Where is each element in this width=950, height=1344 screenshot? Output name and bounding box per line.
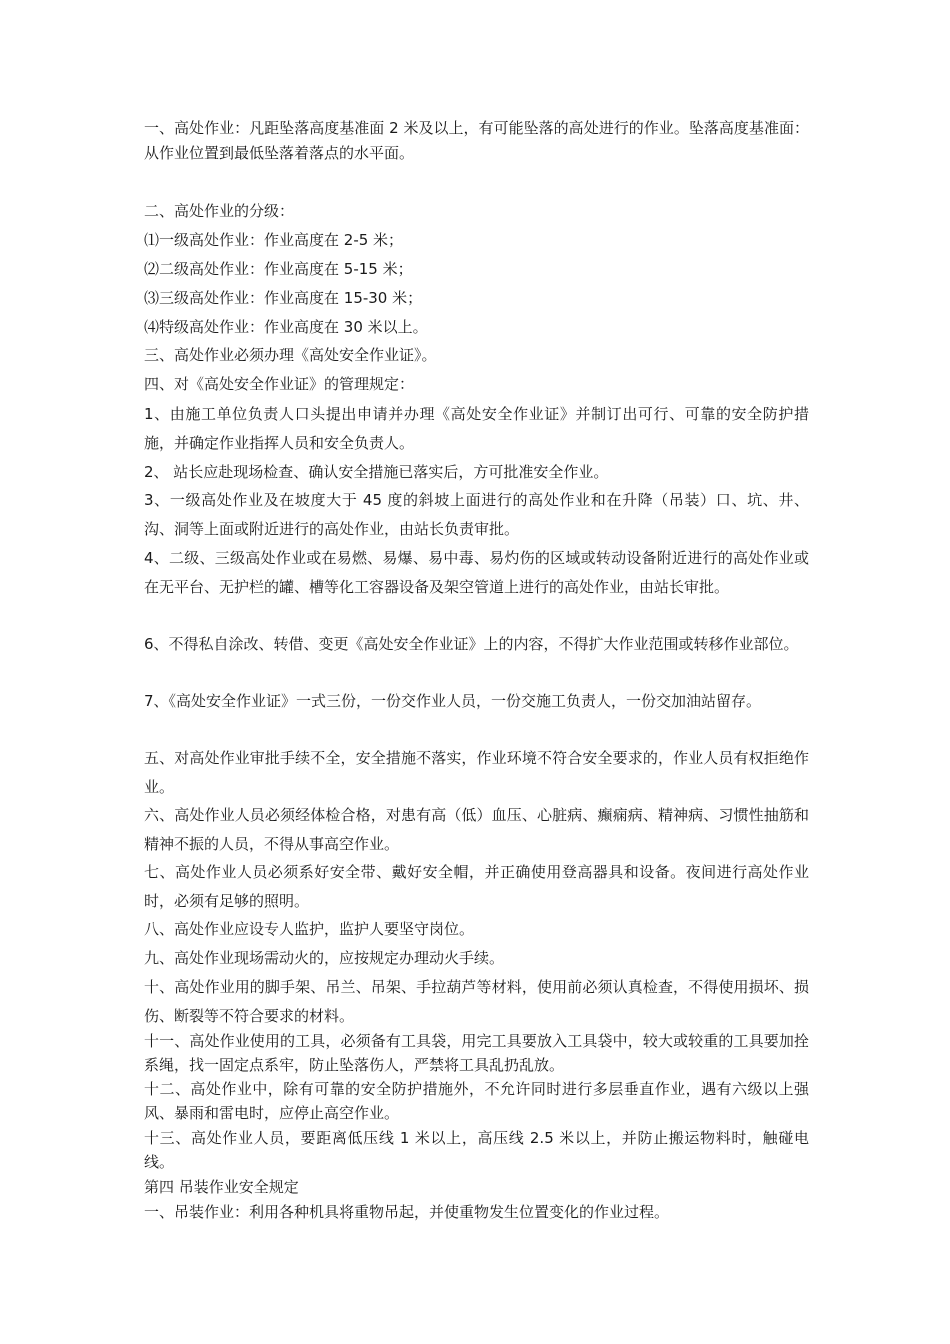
paragraph-supervision: 八、高处作业应设专人监护，监护人要坚守岗位。 [144, 920, 475, 938]
paragraph-permit-rules-heading: 四、对《高处安全作业证》的管理规定： [144, 375, 415, 393]
paragraph-health-check: 六、高处作业人员必须经体检合格，对患有高（低）血压、心脏病、癫痫病、精神病、习惯性抽筋和精神不振的人员，不得从事高空作业。 [144, 806, 809, 853]
paragraph-tool-bag: 十一、高处作业使用的工具，必须备有工具袋，用完工具要放入工具袋中，较大或较重的工具要加拴系绳，找一固定点系牢，防止坠落伤人，严禁将工具乱扔乱放。 [144, 1032, 809, 1074]
paragraph-class-1: ⑴一级高处作业：作业高度在 2-5 米； [144, 231, 404, 249]
paragraph-rule-7: 7、《高处安全作业证》一式三份，一份交作业人员，一份交施工负责人，一份交加油站留存。 [144, 692, 762, 710]
paragraph-high-work-definition: 一、高处作业：凡距坠落高度基准面 2 米及以上，有可能坠落的高处进行的作业。坠落高度基准面：从作业位置到最低坠落着落点的水平面。 [144, 119, 809, 162]
paragraph-lifting-definition: 一、吊装作业：利用各种机具将重物吊起，并使重物发生位置变化的作业过程。 [144, 1203, 670, 1221]
paragraph-scaffold-materials: 十、高处作业用的脚手架、吊兰、吊架、手拉葫芦等材料，使用前必须认真检查，不得使用损坏、损伤、断裂等不符合要求的材料。 [144, 978, 809, 1025]
paragraph-power-lines: 十三、高处作业人员，要距离低压线 1 米以上，高压线 2.5 米以上，并防止搬运物料时，触碰电线。 [144, 1129, 809, 1171]
paragraph-rule-3: 3、一级高处作业及在坡度大于 45 度的斜坡上面进行的高处作业和在升降（吊装）口、坑、井、沟、洞等上面或附近进行的高处作业，由站长负责审批。 [144, 491, 809, 538]
paragraph-class-3: ⑶三级高处作业：作业高度在 15-30 米； [144, 289, 423, 307]
paragraph-classification-heading: 二、高处作业的分级： [144, 202, 295, 220]
paragraph-rule-6: 6、不得私自涂改、转借、变更《高处安全作业证》上的内容，不得扩大作业范围或转移作业部位。 [144, 635, 799, 653]
paragraph-rule-4: 4、二级、三级高处作业或在易燃、易爆、易中毒、易灼伤的区域或转动设备附近进行的高处作业或在无平台、无护栏的罐、槽等化工容器设备及架空管道上进行的高处作业，由站长审批。 [144, 549, 809, 596]
section-heading-lifting: 第四 吊装作业安全规定 [144, 1178, 299, 1196]
paragraph-vertical-work: 十二、高处作业中，除有可靠的安全防护措施外，不允许同时进行多层垂直作业，遇有六级以上强风、暴雨和雷电时，应停止高空作业。 [144, 1080, 809, 1122]
paragraph-hot-work: 九、高处作业现场需动火的，应按规定办理动火手续。 [144, 949, 505, 967]
paragraph-permit-required: 三、高处作业必须办理《高处安全作业证》。 [144, 346, 437, 364]
paragraph-safety-gear: 七、高处作业人员必须系好安全带、戴好安全帽，并正确使用登高器具和设备。夜间进行高处作业时，必须有足够的照明。 [144, 863, 809, 910]
paragraph-class-2: ⑵二级高处作业：作业高度在 5-15 米； [144, 260, 413, 278]
paragraph-rule-1: 1、由施工单位负责人口头提出申请并办理《高处安全作业证》并制订出可行、可靠的安全防护措施，并确定作业指挥人员和安全负责人。 [144, 405, 809, 452]
paragraph-right-to-refuse: 五、对高处作业审批手续不全，安全措施不落实，作业环境不符合安全要求的，作业人员有权拒绝作业。 [144, 749, 809, 796]
paragraph-rule-2: 2、 站长应赴现场检查、确认安全措施已落实后，方可批准安全作业。 [144, 463, 609, 481]
paragraph-class-special: ⑷特级高处作业：作业高度在 30 米以上。 [144, 318, 428, 336]
